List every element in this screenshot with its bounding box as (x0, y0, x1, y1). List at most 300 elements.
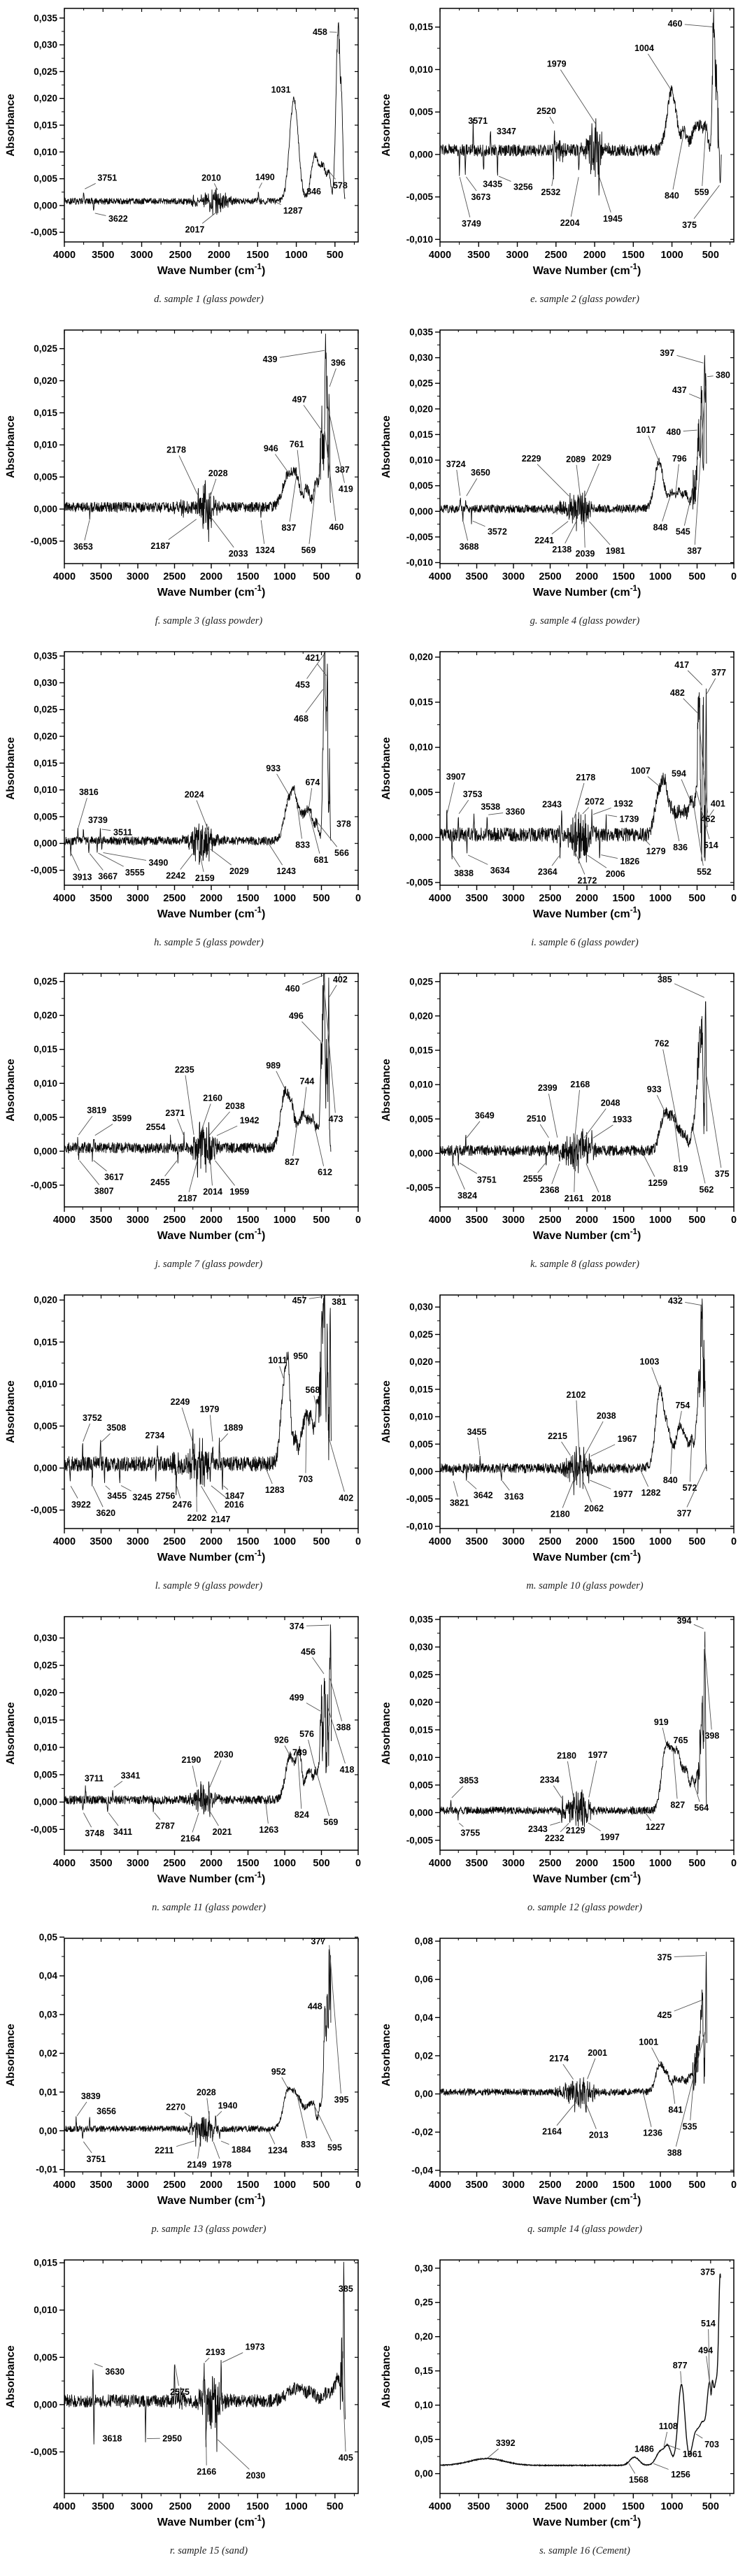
peak-label: 765 (673, 1735, 688, 1745)
spectrum-plot (376, 965, 751, 1247)
x-tick-label: 4000 (52, 1536, 76, 1547)
peak-label: 3630 (105, 2367, 125, 2377)
peak-label: 375 (657, 1952, 672, 1963)
x-tick-label: 3000 (506, 250, 529, 261)
x-tick-label: 1500 (236, 1858, 260, 1869)
x-tick-label: 2000 (199, 1536, 223, 1547)
peak-label: 3642 (473, 1490, 493, 1501)
peak-label: 2174 (549, 2054, 569, 2064)
peak-leader-line (210, 1761, 221, 1788)
y-axis-title: Absorbance (381, 1702, 392, 1765)
x-tick-label: 0 (730, 893, 737, 904)
peak-leader-line (277, 774, 289, 795)
chart-caption: n. sample 11 (glass powder) (152, 1902, 266, 1913)
y-tick-label: 0,010 (34, 2305, 57, 2316)
peak-leader-line (488, 2449, 499, 2458)
peak-label: 1981 (605, 546, 625, 557)
peak-label: 2164 (542, 2126, 562, 2137)
y-tick-label: 0,20 (414, 2331, 433, 2342)
spectrum-plot (0, 1287, 376, 1569)
peak-label: 3435 (483, 179, 503, 189)
peak-label: 2242 (166, 871, 186, 881)
peak-label: 2229 (521, 453, 541, 464)
peak-label: 2159 (194, 873, 215, 883)
peak-leader-line (329, 1438, 344, 1491)
y-tick-label: -0,010 (406, 234, 433, 245)
peak-leader-line (94, 2363, 103, 2367)
peak-leader-line (707, 678, 715, 694)
peak-label: 3688 (459, 542, 479, 552)
x-tick-label: 0 (355, 1215, 362, 1226)
peak-leader-line (584, 522, 585, 548)
peak-leader-line (473, 521, 485, 527)
peak-leader-line (560, 70, 595, 124)
y-tick-label: 0,000 (34, 503, 57, 515)
chart-caption: f. sample 3 (glass powder) (155, 615, 263, 627)
x-tick-label: 1000 (660, 2501, 683, 2512)
y-tick-label: 0,015 (409, 22, 433, 33)
peak-label: 462 (700, 814, 716, 824)
peak-leader-line (71, 1486, 78, 1498)
y-tick-label: 0,020 (34, 93, 57, 104)
peak-leader-line (460, 177, 470, 217)
peak-label: 2014 (203, 1187, 223, 1197)
x-tick-label: 500 (313, 571, 330, 582)
peak-label: 1007 (630, 766, 651, 776)
peak-label: 568 (305, 1384, 320, 1395)
y-axis-title: Absorbance (381, 2345, 392, 2408)
peak-label: 3618 (102, 2433, 122, 2444)
peak-label: 569 (301, 545, 316, 555)
peak-leader-line (674, 2001, 702, 2011)
peak-label: 2149 (187, 2160, 207, 2170)
x-axis-title: Wave Number $(cm^{-1})$ (157, 2514, 266, 2528)
y-tick-label: 0,020 (34, 1010, 57, 1021)
y-tick-label: 0,025 (409, 1329, 433, 1340)
peak-leader-line (683, 430, 697, 431)
y-tick-label: 0,005 (34, 471, 57, 482)
peak-label: 833 (295, 840, 311, 850)
y-tick-label: 0,05 (414, 2434, 433, 2445)
peak-leader-line (268, 842, 283, 865)
x-tick-label: 3500 (90, 893, 113, 904)
peak-leader-line (95, 213, 106, 215)
peak-leader-line (177, 1486, 180, 1498)
peak-leader-line (467, 478, 477, 496)
spectrum-panel-sample-3 (0, 322, 376, 643)
peak-label: 1282 (641, 1488, 661, 1498)
peak-leader-line (688, 671, 702, 685)
peak-leader-line (90, 854, 103, 871)
y-tick-label: 0,010 (409, 64, 433, 75)
peak-leader-line (329, 985, 336, 997)
peak-label: 3753 (462, 789, 483, 800)
chart-caption: g. sample 4 (glass powder) (530, 615, 640, 627)
x-tick-label: 1500 (236, 571, 260, 582)
spectrum-plot (376, 1287, 751, 1569)
peak-leader-line (707, 1076, 721, 1168)
spectrum-plot (376, 1930, 751, 2212)
peak-leader-line (101, 829, 111, 831)
x-tick-label: 0 (355, 571, 362, 582)
peak-label: 846 (306, 187, 322, 197)
x-tick-label: 4000 (52, 2501, 76, 2512)
x-tick-label: 2000 (575, 1536, 599, 1547)
x-tick-label: 1000 (660, 250, 683, 261)
chart-caption: q. sample 14 (glass powder) (527, 2224, 642, 2235)
peak-leader-line (689, 394, 700, 399)
y-tick-label: 0,015 (34, 757, 57, 768)
x-tick-label: 3500 (465, 571, 488, 582)
y-tick-label: 0,015 (34, 407, 57, 418)
peak-leader-line (562, 1481, 573, 1508)
peak-label: 3245 (132, 1492, 152, 1503)
x-tick-label: 0 (730, 1215, 737, 1226)
peak-label: 3673 (471, 192, 491, 203)
y-axis-title: Absorbance (381, 737, 392, 800)
peak-label: 385 (657, 974, 672, 985)
y-tick-label: 0,000 (34, 1145, 57, 1157)
peak-label: 3853 (459, 1775, 479, 1786)
peak-leader-line (671, 1445, 672, 1475)
chart-caption: m. sample 10 (glass powder) (526, 1580, 644, 1591)
chart-caption: s. sample 16 (Cement) (539, 2545, 630, 2556)
peak-leader-line (629, 2463, 635, 2474)
x-tick-label: 1000 (648, 2180, 672, 2191)
x-tick-label: 2000 (199, 893, 223, 904)
peak-label: 836 (673, 843, 688, 853)
x-tick-label: 3000 (502, 893, 525, 904)
y-axis-title: Absorbance (381, 415, 392, 478)
peak-label: 2062 (584, 1503, 604, 1514)
peak-label: 576 (299, 1729, 314, 1740)
x-tick-label: 2500 (163, 571, 186, 582)
x-tick-label: 1500 (246, 2501, 269, 2512)
peak-label: 3490 (148, 858, 169, 868)
peak-leader-line (280, 1366, 284, 1378)
peak-label: 1997 (600, 1832, 620, 1842)
peak-label: 385 (338, 2284, 353, 2294)
peak-label: 2455 (150, 1178, 170, 1188)
x-tick-label: 0 (730, 2180, 737, 2191)
x-tick-label: 3500 (92, 2501, 115, 2512)
spectrum-panel-sample-5 (0, 643, 376, 965)
peak-label: 3572 (487, 527, 507, 537)
peak-label: 2001 (588, 2047, 608, 2058)
y-tick-label: -0,04 (411, 2165, 433, 2176)
x-tick-label: 1500 (612, 1215, 635, 1226)
spectrum-line (64, 1296, 331, 1497)
x-tick-label: 1500 (622, 250, 645, 261)
peak-label: 3839 (80, 2091, 101, 2101)
peak-label: 564 (694, 1803, 709, 1813)
peak-label: 398 (704, 1731, 720, 1741)
y-tick-label: 0,000 (409, 1466, 433, 1477)
peak-label: 2520 (537, 106, 556, 117)
peak-label: 2734 (145, 1431, 165, 1441)
peak-label: 387 (687, 546, 702, 557)
peak-label: 1243 (276, 866, 297, 877)
peak-leader-line (293, 1124, 297, 1156)
peak-leader-line (571, 177, 579, 217)
spectrum-plot (0, 322, 376, 604)
x-tick-label: 2500 (539, 571, 562, 582)
x-tick-label: 3000 (130, 250, 153, 261)
y-tick-label: 0,035 (34, 13, 57, 24)
peak-label: 2039 (575, 549, 595, 559)
peak-label: 1287 (283, 206, 303, 216)
y-tick-label: -0,005 (30, 1824, 57, 1835)
peak-label: 1945 (603, 213, 623, 224)
peak-label: 2129 (565, 1826, 586, 1836)
y-tick-label: -0,02 (411, 2126, 433, 2138)
peak-leader-line (329, 172, 335, 179)
x-tick-label: 4000 (428, 1858, 452, 1869)
peak-leader-line (567, 1761, 573, 1798)
peak-leader-line (83, 2142, 92, 2153)
peak-leader-line (585, 1422, 603, 1455)
peak-leader-line (673, 1752, 677, 1799)
x-tick-label: 1000 (648, 893, 672, 904)
peak-label: 950 (293, 1351, 308, 1361)
x-tick-label: 2500 (539, 893, 562, 904)
peak-label: 3821 (449, 1498, 469, 1508)
peak-label: 3807 (94, 1186, 114, 1196)
y-axis-title: Absorbance (381, 1380, 392, 1443)
spectrum-line (440, 9, 721, 196)
peak-label: 387 (334, 465, 350, 475)
peak-label: 1979 (199, 1404, 220, 1415)
peak-label: 919 (653, 1717, 669, 1727)
y-tick-label: -0,01 (36, 2164, 57, 2175)
peak-label: 2371 (165, 1108, 185, 1119)
peak-leader-line (690, 2071, 695, 2120)
x-tick-label: 2500 (169, 250, 192, 261)
peak-leader-line (218, 2440, 249, 2470)
peak-label: 1279 (646, 846, 666, 857)
peak-leader-line (673, 131, 684, 189)
peak-label: 453 (295, 680, 311, 690)
y-tick-label: 0,000 (409, 832, 433, 843)
peak-label: 827 (670, 1800, 686, 1810)
peak-label: 2178 (576, 772, 596, 782)
peak-label: 3360 (505, 806, 525, 817)
y-tick-label: 0,025 (34, 976, 57, 987)
plot-frame (440, 1938, 734, 2172)
y-axis-title: Absorbance (5, 1059, 17, 1122)
peak-leader-line (447, 782, 454, 814)
peak-label: 2510 (526, 1113, 546, 1124)
peak-leader-line (328, 1708, 346, 1763)
peak-label: 3913 (72, 872, 92, 882)
peak-label: 2202 (187, 1513, 207, 1524)
x-tick-label: 500 (688, 893, 706, 904)
x-tick-label: 2500 (169, 2501, 192, 2512)
peak-leader-line (588, 1823, 601, 1831)
y-tick-label: 0,000 (409, 1807, 433, 1818)
peak-leader-line (674, 1956, 705, 1957)
x-tick-label: 0 (355, 893, 362, 904)
y-tick-label: 0,00 (38, 2125, 57, 2136)
y-tick-label: 0,010 (409, 742, 433, 753)
y-tick-label: 0,000 (34, 200, 57, 211)
peak-label: 1977 (588, 1749, 608, 1760)
y-tick-label: -0,010 (406, 1521, 433, 1532)
peak-label: 2017 (185, 224, 205, 235)
peak-leader-line (83, 1424, 90, 1442)
x-tick-label: 3000 (126, 1536, 150, 1547)
peak-leader-line (209, 1112, 229, 1135)
peak-leader-line (607, 815, 617, 817)
peak-label: 494 (698, 2345, 714, 2356)
peak-label: 1004 (634, 43, 654, 53)
spectrum-panel-sample-7 (0, 965, 376, 1287)
peak-label: 2138 (552, 545, 572, 555)
y-tick-label: 0,030 (34, 1633, 57, 1644)
y-tick-label: 0,005 (34, 811, 57, 822)
y-tick-label: 0,025 (34, 343, 57, 355)
peak-leader-line (553, 1786, 562, 1798)
spectrum-plot (0, 0, 376, 282)
peak-label: 2368 (539, 1185, 560, 1196)
peak-label: 2038 (225, 1101, 245, 1111)
peak-label: 1847 (225, 1491, 245, 1501)
spectrum-panel-sample-4 (376, 322, 752, 643)
peak-label: 1017 (636, 425, 656, 436)
peak-leader-line (304, 1087, 306, 1110)
peak-leader-line (259, 183, 262, 188)
peak-label: 566 (334, 848, 349, 859)
peak-leader-line (693, 1130, 705, 1184)
chart-caption: d. sample 1 (glass powder) (154, 294, 264, 305)
peak-label: 499 (289, 1693, 304, 1703)
y-tick-label: 0,020 (34, 1294, 57, 1305)
spectrum-line (64, 2262, 345, 2452)
y-tick-label: -0,005 (406, 1835, 433, 1846)
peak-leader-line (198, 2142, 200, 2159)
spectrum-line (64, 974, 331, 1178)
peak-leader-line (189, 1161, 197, 1192)
peak-leader-line (586, 1164, 599, 1192)
peak-leader-line (95, 1124, 113, 1136)
peak-label: 480 (666, 427, 681, 438)
peak-leader-line (201, 1486, 218, 1513)
peak-label: 848 (653, 522, 668, 533)
peak-leader-line (694, 1624, 704, 1629)
x-tick-label: 1000 (285, 2501, 308, 2512)
peak-label: 2102 (566, 1389, 586, 1400)
spectrum-line (64, 334, 331, 542)
y-tick-label: 0,03 (38, 2009, 57, 2020)
peak-leader-line (662, 1728, 666, 1743)
peak-label: 674 (305, 778, 320, 788)
y-tick-label: 0,035 (409, 327, 433, 338)
peak-leader-line (178, 1119, 184, 1135)
peak-label: 2532 (541, 187, 561, 198)
peak-leader-line (211, 1812, 219, 1826)
x-tick-label: 3500 (90, 1215, 113, 1226)
y-tick-label: 0,015 (409, 1045, 433, 1056)
peak-leader-line (202, 212, 216, 223)
spectrum-panel-sample-8 (376, 965, 752, 1287)
peak-leader-line (693, 1780, 700, 1802)
chart-caption: j. sample 7 (glass powder) (155, 1259, 263, 1270)
peak-label: 395 (334, 2094, 349, 2105)
y-tick-label: -0,005 (406, 1182, 433, 1193)
peak-label: 417 (674, 659, 690, 670)
x-axis-title: Wave Number $(cm^{-1})$ (532, 1871, 641, 1885)
peak-label: 824 (294, 1810, 309, 1820)
peak-leader-line (467, 1481, 476, 1489)
peak-label: 3724 (446, 459, 466, 469)
x-tick-label: 4000 (428, 893, 452, 904)
y-tick-label: 0,015 (34, 120, 57, 131)
x-axis-title: Wave Number $(cm^{-1})$ (157, 2193, 266, 2207)
peak-label: 2235 (174, 1064, 194, 1075)
x-axis-title: Wave Number $(cm^{-1})$ (532, 906, 641, 920)
peak-label: 514 (703, 840, 718, 851)
x-tick-label: 3000 (502, 1858, 525, 1869)
peak-label: 3751 (476, 1175, 497, 1185)
peak-label: 2178 (166, 445, 186, 455)
peak-label: 2018 (591, 1194, 611, 1204)
peak-label: 2029 (592, 452, 611, 463)
x-tick-label: 1500 (612, 893, 635, 904)
spectrum-line (64, 1624, 332, 1817)
peak-leader-line (80, 1161, 99, 1185)
peak-label: 3538 (481, 801, 501, 812)
y-tick-label: 0,005 (409, 1780, 433, 1791)
peak-leader-line (314, 1396, 316, 1405)
peak-leader-line (478, 1438, 480, 1455)
x-axis-title: Wave Number $(cm^{-1})$ (532, 1228, 641, 1242)
peak-label: 3650 (471, 468, 490, 478)
peak-leader-line (589, 522, 610, 545)
x-tick-label: 2500 (163, 1215, 186, 1226)
peak-label: 514 (701, 2319, 716, 2329)
x-tick-label: 1000 (285, 250, 308, 261)
peak-label: 3455 (467, 1426, 487, 1437)
peak-leader-line (565, 522, 576, 543)
peak-label: 381 (332, 1296, 347, 1307)
y-tick-label: 0,04 (38, 1970, 57, 1982)
y-tick-label: 0,020 (34, 731, 57, 742)
x-axis-title: Wave Number $(cm^{-1})$ (532, 585, 641, 599)
y-tick-label: 0,000 (409, 506, 433, 517)
peak-leader-line (301, 1022, 320, 1042)
peak-leader-line (85, 183, 95, 189)
peak-label: 2147 (211, 1515, 231, 1525)
peak-label: 1011 (268, 1355, 288, 1366)
peak-label: 1108 (658, 2421, 678, 2431)
peak-label: 761 (289, 439, 304, 450)
peak-label: 952 (271, 2066, 286, 2077)
peak-leader-line (315, 2107, 332, 2141)
x-tick-label: 1000 (648, 1858, 672, 1869)
peak-label: 2554 (146, 1122, 166, 1132)
peak-leader-line (652, 2047, 660, 2063)
y-tick-label: 0,005 (409, 1113, 433, 1124)
peak-label: 2038 (596, 1410, 616, 1421)
peak-label: 1977 (613, 1489, 633, 1500)
x-tick-label: 0 (355, 1858, 362, 1869)
x-tick-label: 3500 (467, 2501, 490, 2512)
peak-label: 396 (331, 357, 346, 368)
x-tick-label: 0 (730, 1536, 737, 1547)
peak-label: 2033 (228, 548, 248, 559)
peak-leader-line (600, 177, 611, 213)
y-tick-label: 0,02 (414, 2050, 433, 2061)
